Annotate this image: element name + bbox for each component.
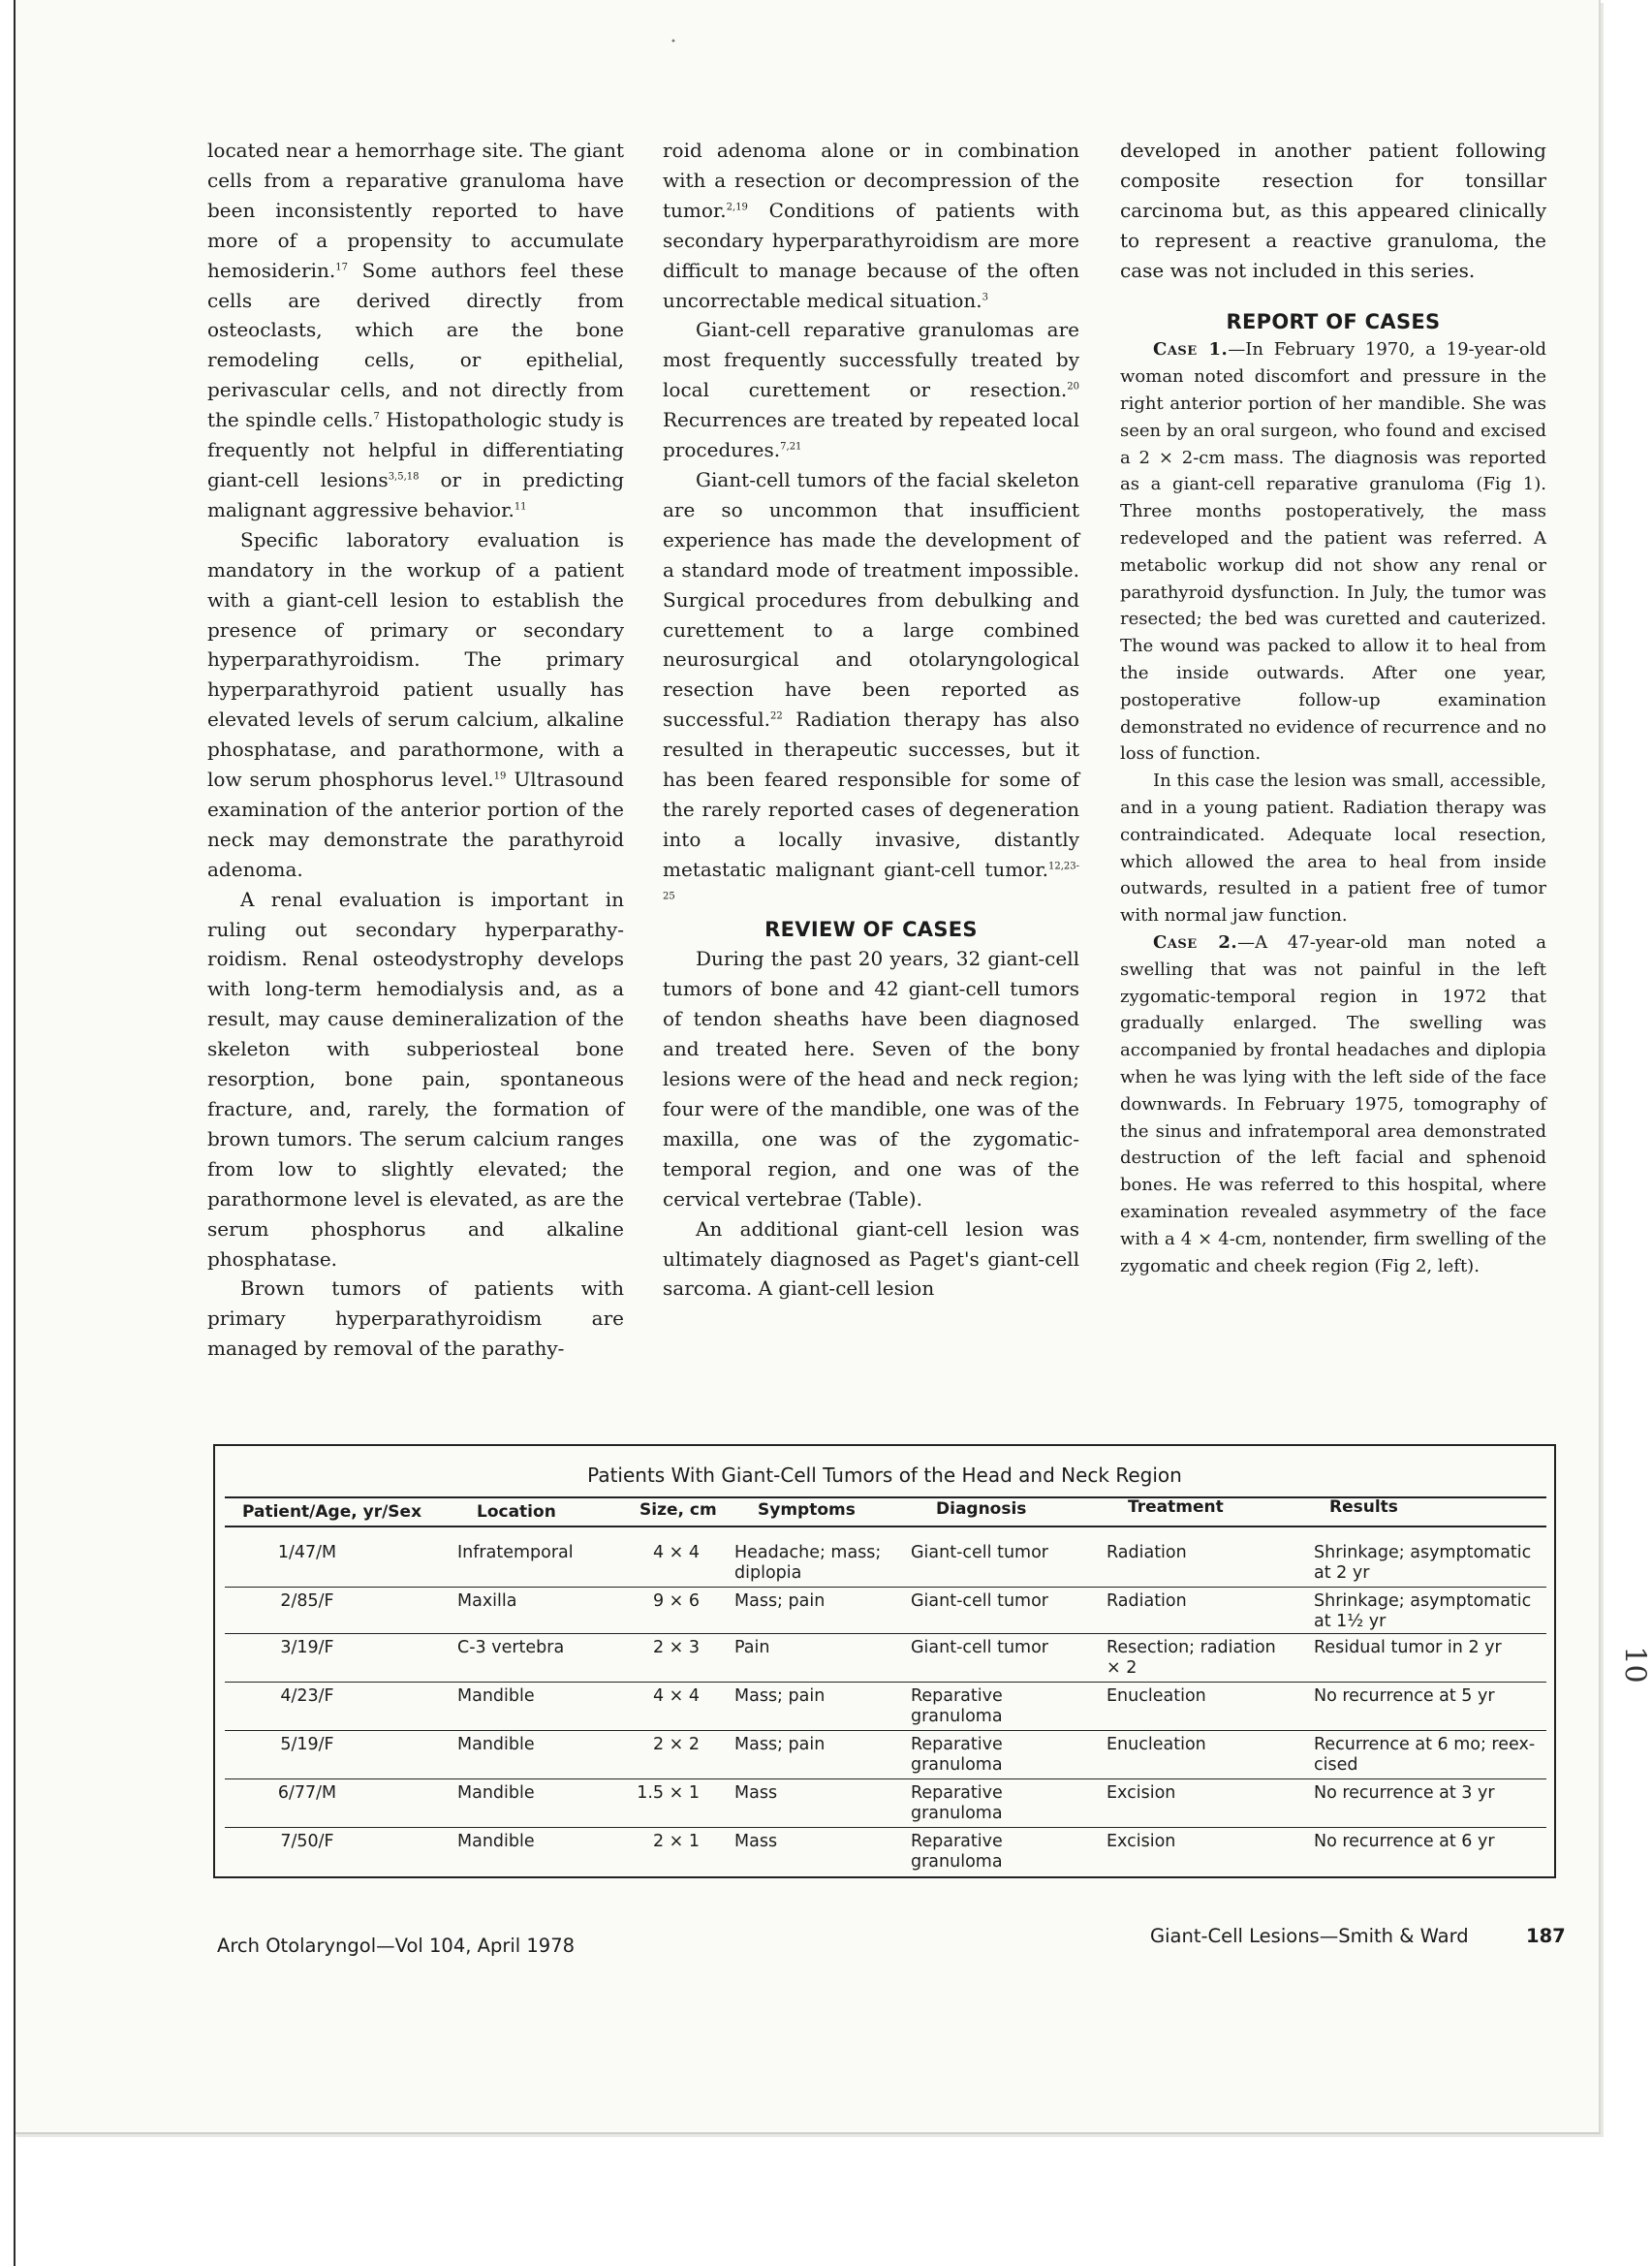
cell-treatment: Radiation xyxy=(1107,1591,1187,1611)
cell-location: C-3 vertebra xyxy=(457,1638,565,1657)
case-report-paragraph xyxy=(1120,929,1546,1279)
cell-results: Recurrence at 6 mo; reexcised xyxy=(1314,1735,1536,1775)
text-run: Giant-cell reparative granulomas are most frequently successfully treated by local curettement or resection. xyxy=(663,318,1079,402)
cell-results: Shrinkage; asymptomatic at 1½ yr xyxy=(1314,1591,1532,1631)
paragraph xyxy=(207,136,624,525)
table-row-rule xyxy=(225,1587,1546,1588)
reference-superscript: 7 xyxy=(373,411,380,423)
reference-superscript: 22 xyxy=(769,710,783,722)
case-label: Case 2. xyxy=(1153,931,1238,953)
cell-symptoms: Pain xyxy=(734,1638,770,1657)
table-row-rule xyxy=(225,1633,1546,1634)
text-run: Conditions of patients with secondary hyperparathyroidism are more difficult to manage because of the often uncorrectable medical situation. xyxy=(663,198,1079,312)
cell-diagnosis: Giant-cell tumor xyxy=(911,1543,1048,1562)
running-title: Giant-Cell Lesions—Smith & Ward xyxy=(1150,1925,1469,1947)
table-row-rule xyxy=(225,1827,1546,1828)
paragraph: Brown tumors of patients with primary hyperparathyroidism are managed by removal of the parathy- xyxy=(207,1276,624,1361)
text-run: Specific laboratory evaluation is mandatory in the workup of a patient with a giant-cell lesion to establish the presence of primary or secondary hyperparathyroidism. The primary hyperparathyroid patient usually has elevated levels of serum calcium, alkaline phosphatase, and parathormone, with a low serum phosphorus level. xyxy=(207,527,624,792)
cell-treatment: Excision xyxy=(1107,1832,1176,1851)
header-location: Location xyxy=(477,1502,556,1522)
reference-superscript: 7,21 xyxy=(780,441,802,453)
page-binding-edge xyxy=(14,0,16,2266)
header-results: Results xyxy=(1329,1497,1398,1517)
text-run: roid adenoma alone or in combination with a resection or decompression of the tumor. xyxy=(663,139,1079,222)
cell-patient: 1/47/M xyxy=(277,1543,337,1562)
table-row-rule xyxy=(225,1730,1546,1731)
text-column-2 xyxy=(663,136,1079,1304)
header-size: Size, cm xyxy=(639,1500,717,1520)
reference-superscript: 2,19 xyxy=(726,202,748,213)
paragraph xyxy=(207,525,624,885)
cell-diagnosis: Giant-cell tumor xyxy=(911,1638,1048,1657)
cell-patient: 2/85/F xyxy=(280,1591,334,1611)
cell-diagnosis: Reparative granuloma xyxy=(911,1832,1003,1872)
cell-size: 2 × 3 xyxy=(652,1638,700,1657)
reference-superscript: 19 xyxy=(493,771,507,782)
cell-treatment: Enucleation xyxy=(1107,1735,1206,1754)
case-label: Case 1. xyxy=(1153,339,1229,361)
cell-patient: 7/50/F xyxy=(280,1832,334,1851)
cell-diagnosis: Reparative granuloma xyxy=(911,1686,1003,1726)
cell-treatment: Radiation xyxy=(1107,1543,1187,1562)
cell-size: 4 × 4 xyxy=(652,1543,700,1562)
text-run: located near a hemorrhage site. The giant cells from a reparative granuloma have been inconsistently reported to have more of a propensity to accumulate hemosiderin. xyxy=(207,139,624,282)
reference-superscript: 3,5,18 xyxy=(388,471,420,483)
cell-results: No recurrence at 6 yr xyxy=(1314,1832,1495,1851)
cell-size: 9 × 6 xyxy=(652,1591,700,1611)
cell-size: 4 × 4 xyxy=(652,1686,700,1706)
section-heading: REPORT OF CASES xyxy=(1226,309,1441,333)
paragraph: During the past 20 years, 32 giant-cell tumors of bone and 42 giant-cell tumors of tendon sheaths have been diagnosed and treated here. Seven of the bony lesions were of the head and neck region; four were of the mandible, one was of the maxilla, one was of the zygomatic-temporal region, and one was of the cervical vertebrae (Table). xyxy=(663,947,1079,1211)
cell-results: No recurrence at 5 yr xyxy=(1314,1686,1495,1706)
table-row-rule xyxy=(225,1682,1546,1683)
cell-symptoms: Mass xyxy=(734,1832,778,1851)
cell-diagnosis: Reparative granuloma xyxy=(911,1783,1003,1823)
text-run: Giant-cell tumors of the facial skeleton are so uncommon that insufficient experience has made the development of a standard mode of treatment impossible. Surgical procedures from debulking and curettement to a large combined neurosurgical and otolaryngological resection have been reported as successful. xyxy=(663,467,1079,732)
cell-treatment: Excision xyxy=(1107,1783,1176,1803)
table-title: Patients With Giant-Cell Tumors of the Head and Neck Region xyxy=(587,1463,1182,1487)
reference-superscript: 17 xyxy=(335,261,348,272)
cell-patient: 3/19/F xyxy=(280,1638,334,1657)
paragraph: A renal evaluation is important in ruling out secondary hyperparathyroidism. Renal osteodystrophy develops with long-term hemodialysis and, as a result, may cause demineralization of the skeleton with subperiosteal bone resorption, bone pain, spontaneous fracture, and, rarely, the formation of brown tumors. The serum calcium ranges from low to slightly elevated; the parathormone level is elevated, as are the serum phosphorus and alkaline phosphatase. xyxy=(207,887,624,1271)
header-diagnosis: Diagnosis xyxy=(936,1499,1027,1519)
cell-patient: 6/77/M xyxy=(277,1783,337,1803)
cell-location: Mandible xyxy=(457,1783,535,1803)
cell-results: Shrinkage; asymptomatic at 2 yr xyxy=(1314,1543,1532,1583)
header-patient: Patient/Age, yr/Sex xyxy=(242,1502,422,1522)
table-row-rule xyxy=(225,1778,1546,1779)
text-run: —In February 1970, a 19-year-old woman noted discomfort and pressure in the right anterior portion of her mandible. She was seen by an oral surgeon, who found and excised a 2 × 2-cm mass. The diagnosis was reported as a giant-cell reparative granuloma (Fig 1). Three months postoperatively, the mass redeveloped and the patient was referred. A metabolic workup did not show any renal or parathyroid dysfunction. In July, the tumor was resected; the bed was curetted and cauterized. The wound was packed to allow it to heal from the inside outwards. After one year, postoperative follow-up examination demonstrated no evidence of recurrence and no loss of function. xyxy=(1120,339,1546,765)
cell-symptoms: Mass; pain xyxy=(734,1686,826,1706)
case-report-paragraph: In this case the lesion was small, accessible, and in a young patient. Radiation therapy was contraindicated. Adequate local resection, which allowed the area to heal from inside outwards, resulted in a patient free of tumor with normal jaw function. xyxy=(1120,771,1546,927)
header-treatment: Treatment xyxy=(1128,1497,1224,1517)
cell-symptoms: Mass; pain xyxy=(734,1735,826,1754)
section-heading: REVIEW OF CASES xyxy=(764,917,978,941)
text-run: or in predicting malignant aggressive behavior. xyxy=(207,467,624,521)
journal-citation: Arch Otolaryngol—Vol 104, April 1978 xyxy=(217,1935,576,1957)
margin-handwritten-mark: 10 xyxy=(1617,1646,1652,1684)
reference-superscript: 3 xyxy=(982,291,988,302)
cell-symptoms: Mass xyxy=(734,1783,778,1803)
paragraph xyxy=(663,465,1079,915)
cell-treatment: Enucleation xyxy=(1107,1686,1206,1706)
paragraph: developed in another patient following composite resection for tonsillar carcinoma but, as this appeared clinically to represent a reactive granuloma, the case was not included in this series. xyxy=(1120,139,1546,282)
cell-location: Mandible xyxy=(457,1735,535,1754)
case-report-paragraph xyxy=(1120,336,1546,768)
paragraph xyxy=(663,136,1079,315)
patients-table xyxy=(213,1444,1556,1878)
cell-location: Mandible xyxy=(457,1686,535,1706)
text-run: Ultrasound examination of the anterior portion of the neck may demonstrate the parathyroid adenoma. xyxy=(207,768,624,881)
cell-results: Residual tumor in 2 yr xyxy=(1314,1638,1502,1657)
cell-symptoms: Mass; pain xyxy=(734,1591,826,1611)
paragraph: An additional giant-cell lesion was ultimately diagnosed as Paget's giant-cell sarcoma. A giant-cell lesion xyxy=(663,1216,1079,1301)
cell-location: Maxilla xyxy=(457,1591,517,1611)
cell-treatment: Resection; radiation × 2 xyxy=(1107,1638,1276,1678)
paragraph xyxy=(663,315,1079,465)
text-run: —A 47-year-old man noted a swelling that was not painful in the left zygomatic-temporal region in 1972 that gradually enlarged. The swelling was accompanied by frontal headaches and diplopia when he was lying with the left side of the face downwards. In February 1975, tomography of the sinus and infratemporal area demonstrated destruction of the left facial and sphenoid bones. He was referred to this hospital, where examination revealed asymmetry of the face with a 4 × 4-cm, nontender, firm swelling of the zygomatic and cheek region (Fig 2, left). xyxy=(1120,931,1546,1276)
cell-patient: 5/19/F xyxy=(280,1735,334,1754)
cell-results: No recurrence at 3 yr xyxy=(1314,1783,1495,1803)
text-run: Radiation therapy has also resulted in therapeutic successes, but it has been feared responsible for some of the rarely reported cases of degeneration into a locally invasive, distantly metastatic malignant giant-cell tumor. xyxy=(663,708,1079,881)
reference-superscript: 11 xyxy=(514,501,527,513)
header-symptoms: Symptoms xyxy=(758,1500,856,1520)
scan-speck: • xyxy=(670,37,676,47)
cell-size: 1.5 × 1 xyxy=(637,1783,700,1803)
text-column-3 xyxy=(1120,136,1546,1279)
cell-location: Mandible xyxy=(457,1832,535,1851)
cell-location: Infratemporal xyxy=(457,1543,574,1562)
page-number: 187 xyxy=(1526,1925,1566,1947)
cell-patient: 4/23/F xyxy=(280,1686,334,1706)
cell-symptoms: Headache; mass; diplopia xyxy=(734,1543,882,1583)
cell-diagnosis: Reparative granuloma xyxy=(911,1735,1003,1775)
text-run: Some authors feel these cells are derived directly from osteoclasts, which are the bone remodeling cells, or epithelial, perivascular cells, and not directly from the spindle cells. xyxy=(207,258,624,432)
reference-superscript: 12,23-25 xyxy=(663,861,1079,901)
text-run: Recurrences are treated by repeated local procedures. xyxy=(663,408,1079,462)
text-run: Histopathologic study is frequently not helpful in differentiating giant-cell lesions xyxy=(207,408,624,491)
table-rule xyxy=(225,1526,1546,1527)
cell-diagnosis: Giant-cell tumor xyxy=(911,1591,1048,1611)
reference-superscript: 20 xyxy=(1067,381,1079,393)
cell-size: 2 × 1 xyxy=(652,1832,700,1851)
text-column-1 xyxy=(207,136,624,1364)
cell-size: 2 × 2 xyxy=(652,1735,700,1754)
